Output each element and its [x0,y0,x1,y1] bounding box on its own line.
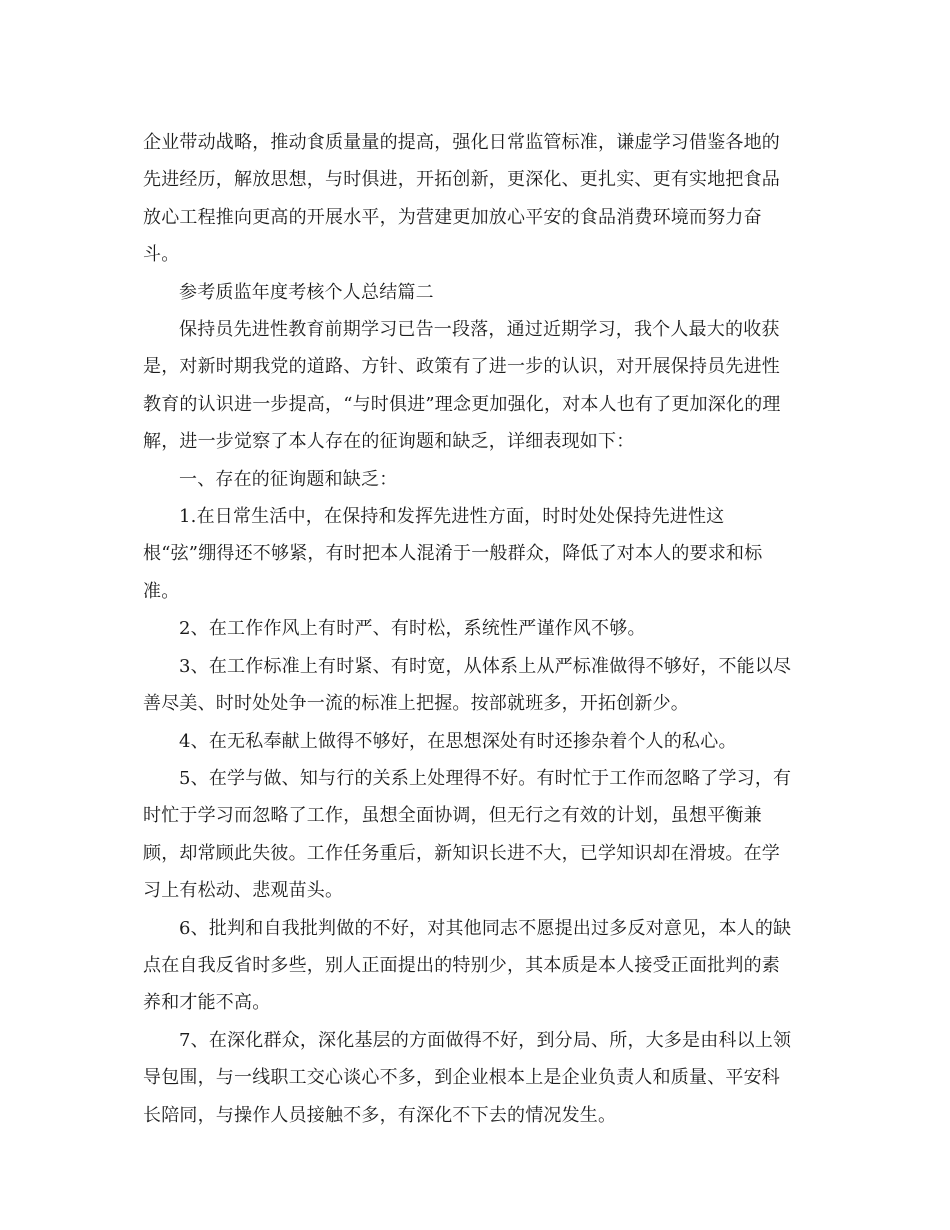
text-line: 是，对新时期我党的道路、方针、政策有了进一步的认识，对开展保持员先进性 [143,356,780,378]
text-line: 保持员先进性教育前期学习已告一段落，通过近期学习，我个人最大的收获 [179,319,780,341]
list-item-2 [143,610,813,647]
document-body [143,124,813,1134]
text-line: 解，进一步觉察了本人存在的征询题和缺乏，详细表现如下： [143,431,635,453]
paragraph-continuation [143,124,813,274]
text-line: 企业带动战略，推动食质量量的提高，强化日常监管标准，谦虚学习借鉴各地的 [143,132,780,153]
list-item-3 [143,648,813,723]
text-line: 2、在工作作风上有时严、有时松，系统性严谨作风不够。 [179,618,646,640]
text-line: 斗。 [143,244,180,266]
list-item-7 [143,1022,813,1134]
text-line: 1.在日常生活中，在保持和发挥先进性方面，时时处处保持先进性这 [179,506,725,528]
text-line: 5、在学与做、知与行的关系上处理得不好。有时忙于工作而忽略了学习，有 [179,767,792,789]
text-line: 长陪同，与操作人员接触不多，有深化不下去的情况发生。 [143,1104,617,1126]
paragraph-intro [143,311,813,461]
text-line: 习上有松动、悲观苗头。 [143,880,344,902]
text-line: 根“弦”绷得还不够紧，有时把本人混淆于一般群众，降低了对本人的要求和标 [143,543,763,565]
text-line: 先进经历，解放思想，与时俱进，开拓创新，更深化、更扎实、更有实地把食品 [143,169,780,191]
text-line: 顾，却常顾此失彼。工作任务重后，新知识长进不大，已学知识却在滑坡。在学 [143,842,780,864]
text-line: 准。 [143,580,180,602]
subsection-heading [143,461,813,498]
text-line: 4、在无私奉献上做得不够好，在思想深处有时还掺杂着个人的私心。 [179,730,737,752]
text-line: 养和才能不高。 [143,992,271,1014]
text-line: 时忙于学习而忽略了工作，虽想全面协调，但无行之有效的计划，虽想平衡兼 [143,805,762,827]
text-line: 点在自我反省时多些，别人正面提出的特别少，其本质是本人接受正面批判的素 [143,954,780,976]
list-item-5 [143,760,813,910]
list-item-1 [143,498,813,610]
text-line: 7、在深化群众，深化基层的方面做得不好，到分局、所，大多是由科以上领 [179,1029,792,1051]
text-line: 3、在工作标准上有时紧、有时宽，从体系上从严标准做得不够好，不能以尽 [179,655,792,677]
text-line: 放心工程推向更高的开展水平，为营建更加放心平安的食品消费环境而努力奋 [143,206,762,228]
text-line: 一、存在的征询题和缺乏： [179,468,398,490]
text-line: 善尽美、时时处处争一流的标准上把握。按部就班多，开拓创新少。 [143,693,689,715]
list-item-4 [143,723,813,760]
text-line: 导包围，与一线职工交心谈心不多，到企业根本上是企业负责人和质量、平安科 [143,1067,780,1089]
list-item-6 [143,910,813,1022]
text-line: 教育的认识进一步提高，“与时俱进”理念更加强化，对本人也有了更加深化的理 [143,393,781,415]
text-line: 6、批判和自我批判做的不好，对其他同志不愿提出过多反对意见，本人的缺 [179,917,792,939]
text-line: 参考质监年度考核个人总结篇二 [179,281,434,303]
section-heading [143,274,813,311]
